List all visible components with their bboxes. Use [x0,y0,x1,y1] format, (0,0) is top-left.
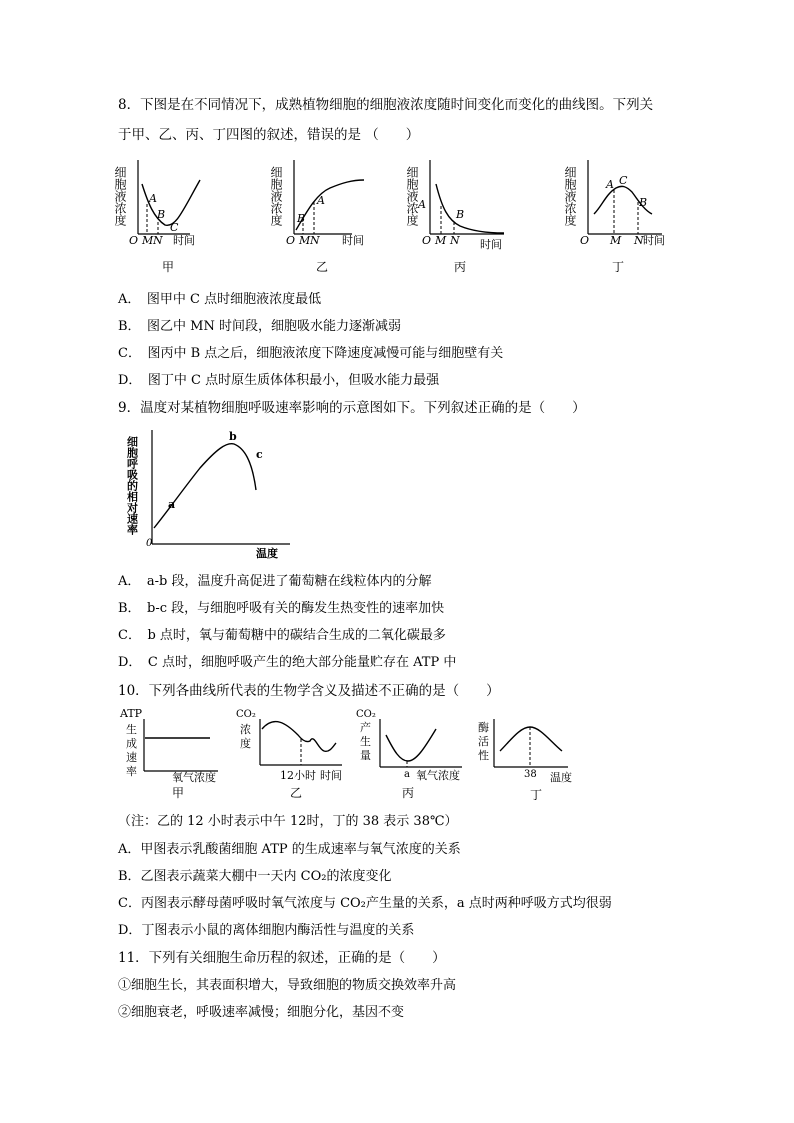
q8-graph-jia [113,158,228,278]
svg-text:N: N [634,234,644,247]
q8-stem-line1: 8．下图是在不同情况下，成熟植物细胞的细胞液浓度随时间变化而变化的曲线图。下列关 [118,97,654,113]
svg-text:酶: 酶 [478,721,489,734]
q8-option-d: D． 图丁中 C 点时原生质体体积最小，但吸水能力最强 [118,373,440,388]
svg-text:B: B [157,208,166,221]
q9-graph [125,428,300,563]
q8-stem-line2: 于甲、乙、丙、丁四图的叙述，错误的是 （ ） [118,127,420,143]
svg-text:丁: 丁 [530,788,543,802]
svg-text:CO₂: CO₂ [356,709,376,720]
q10-stem: 10．下列各曲线所代表的生物学含义及描述不正确的是（ ） [118,683,500,699]
svg-text:生: 生 [126,723,137,736]
q8-option-a: A． 图甲中 C 点时细胞液浓度最低 [118,292,322,307]
svg-text:a: a [168,498,176,511]
svg-text:A: A [149,192,157,205]
svg-text:量: 量 [360,749,371,762]
svg-text:时间: 时间 [342,234,364,247]
svg-text:温度: 温度 [550,771,572,784]
svg-text:甲: 甲 [172,786,185,800]
q11-item-1: ①细胞生长，其表面积增大，导致细胞的物质交换效率升高 [118,978,457,993]
svg-text:M: M [610,234,622,247]
svg-text:时间: 时间 [173,234,195,247]
svg-text:N: N [153,234,163,247]
svg-text:率: 率 [126,765,137,778]
svg-text:A: A [418,198,426,211]
svg-text:性: 性 [478,749,489,762]
q8-graph-yi [269,158,382,278]
q10-note: （注：乙的 12 小时表示中午 12时，丁的 38 表示 38℃） [118,814,458,829]
q10-option-c: C．丙图表示酵母菌呼吸时氧气浓度与 CO₂产生量的关系，a 点时两种呼吸方式均很弱 [118,896,612,911]
svg-text:ATP: ATP [120,707,143,720]
svg-text:生: 生 [360,735,371,748]
svg-text:丁: 丁 [612,260,625,274]
svg-text:乙: 乙 [316,260,329,274]
svg-text:氧气浓度: 氧气浓度 [416,769,460,782]
svg-text:O: O [422,234,432,247]
svg-text:度: 度 [240,737,251,750]
q10-graph-jia [118,705,228,800]
svg-text:时间: 时间 [320,769,342,782]
q9-option-a: A． a-b 段，温度升高促进了葡萄糖在线粒体内的分解 [118,574,432,589]
svg-text:12小时: 12小时 [280,769,316,782]
q9-option-c: C． b 点时，氧与葡萄糖中的碳结合生成的二氧化碳最多 [118,628,446,643]
svg-text:A: A [317,194,325,207]
svg-text:O: O [286,234,296,247]
svg-text:成: 成 [126,737,137,750]
svg-text:细胞液浓度: 细胞液浓度 [405,166,419,226]
q8-option-c: C． 图丙中 B 点之后，细胞液浓度下降速度减慢可能与细胞壁有关 [118,346,504,361]
svg-text:O: O [129,234,139,247]
q8-graph-bing [405,158,518,278]
q8-option-b: B． 图乙中 MN 时间段，细胞吸水能力逐渐减弱 [118,319,402,334]
svg-text:A: A [606,178,614,191]
svg-text:B: B [297,212,306,225]
svg-text:细胞液浓度: 细胞液浓度 [563,166,577,226]
svg-text:氧气浓度: 氧气浓度 [172,771,216,784]
svg-text:C: C [170,221,179,234]
svg-text:丙: 丙 [454,260,467,274]
svg-text:CO₂: CO₂ [236,709,256,720]
svg-text:浓: 浓 [240,723,251,736]
q9-stem: 9．温度对某植物细胞呼吸速率影响的示意图如下。下列叙述正确的是（ ） [118,400,586,416]
q10-option-b: B．乙图表示蔬菜大棚中一天内 CO₂的浓度变化 [118,869,392,884]
svg-text:时间: 时间 [643,234,665,247]
q10-option-a: A．甲图表示乳酸菌细胞 ATP 的生成速率与氧气浓度的关系 [118,842,461,857]
svg-text:M: M [299,234,311,247]
svg-text:a: a [404,769,410,780]
q8-graph-ding [563,158,676,278]
svg-text:细胞呼吸的相对速率: 细胞呼吸的相对速率 [125,436,139,535]
svg-text:c: c [256,448,263,461]
svg-text:0: 0 [146,538,153,549]
svg-text:M: M [142,234,154,247]
svg-text:N: N [450,234,460,247]
svg-text:丙: 丙 [402,786,415,800]
svg-text:产: 产 [360,721,371,734]
q11-stem: 11．下列有关细胞生命历程的叙述，正确的是（ ） [118,950,446,966]
svg-text:C: C [619,174,628,187]
svg-text:温度: 温度 [256,547,278,560]
svg-text:时间: 时间 [480,238,502,251]
q11-item-2: ②细胞衰老，呼吸速率减慢；细胞分化，基因不变 [118,1005,405,1020]
q9-option-b: B． b-c 段，与细胞呼吸有关的酶发生热变性的速率加快 [118,601,445,616]
svg-text:细胞液浓度: 细胞液浓度 [269,166,283,226]
svg-text:38: 38 [524,769,537,780]
svg-text:B: B [456,208,465,221]
svg-text:速: 速 [126,751,137,764]
svg-text:O: O [580,234,590,247]
q10-option-d: D．丁图表示小鼠的离体细胞内酶活性与温度的关系 [118,923,415,938]
q10-graph-yi [234,705,349,800]
y-axis-label: 细胞液浓度 [113,166,127,226]
svg-text:M: M [435,234,447,247]
q10-graph-ding [476,705,576,800]
svg-text:B: B [639,196,648,209]
svg-text:乙: 乙 [290,786,303,800]
q9-option-d: D． C 点时，细胞呼吸产生的绝大部分能量贮存在 ATP 中 [118,655,457,670]
caption: 甲 [162,260,175,274]
svg-text:活: 活 [478,735,489,748]
q10-graph-bing [354,705,469,800]
svg-text:b: b [229,430,237,443]
svg-text:N: N [310,234,320,247]
